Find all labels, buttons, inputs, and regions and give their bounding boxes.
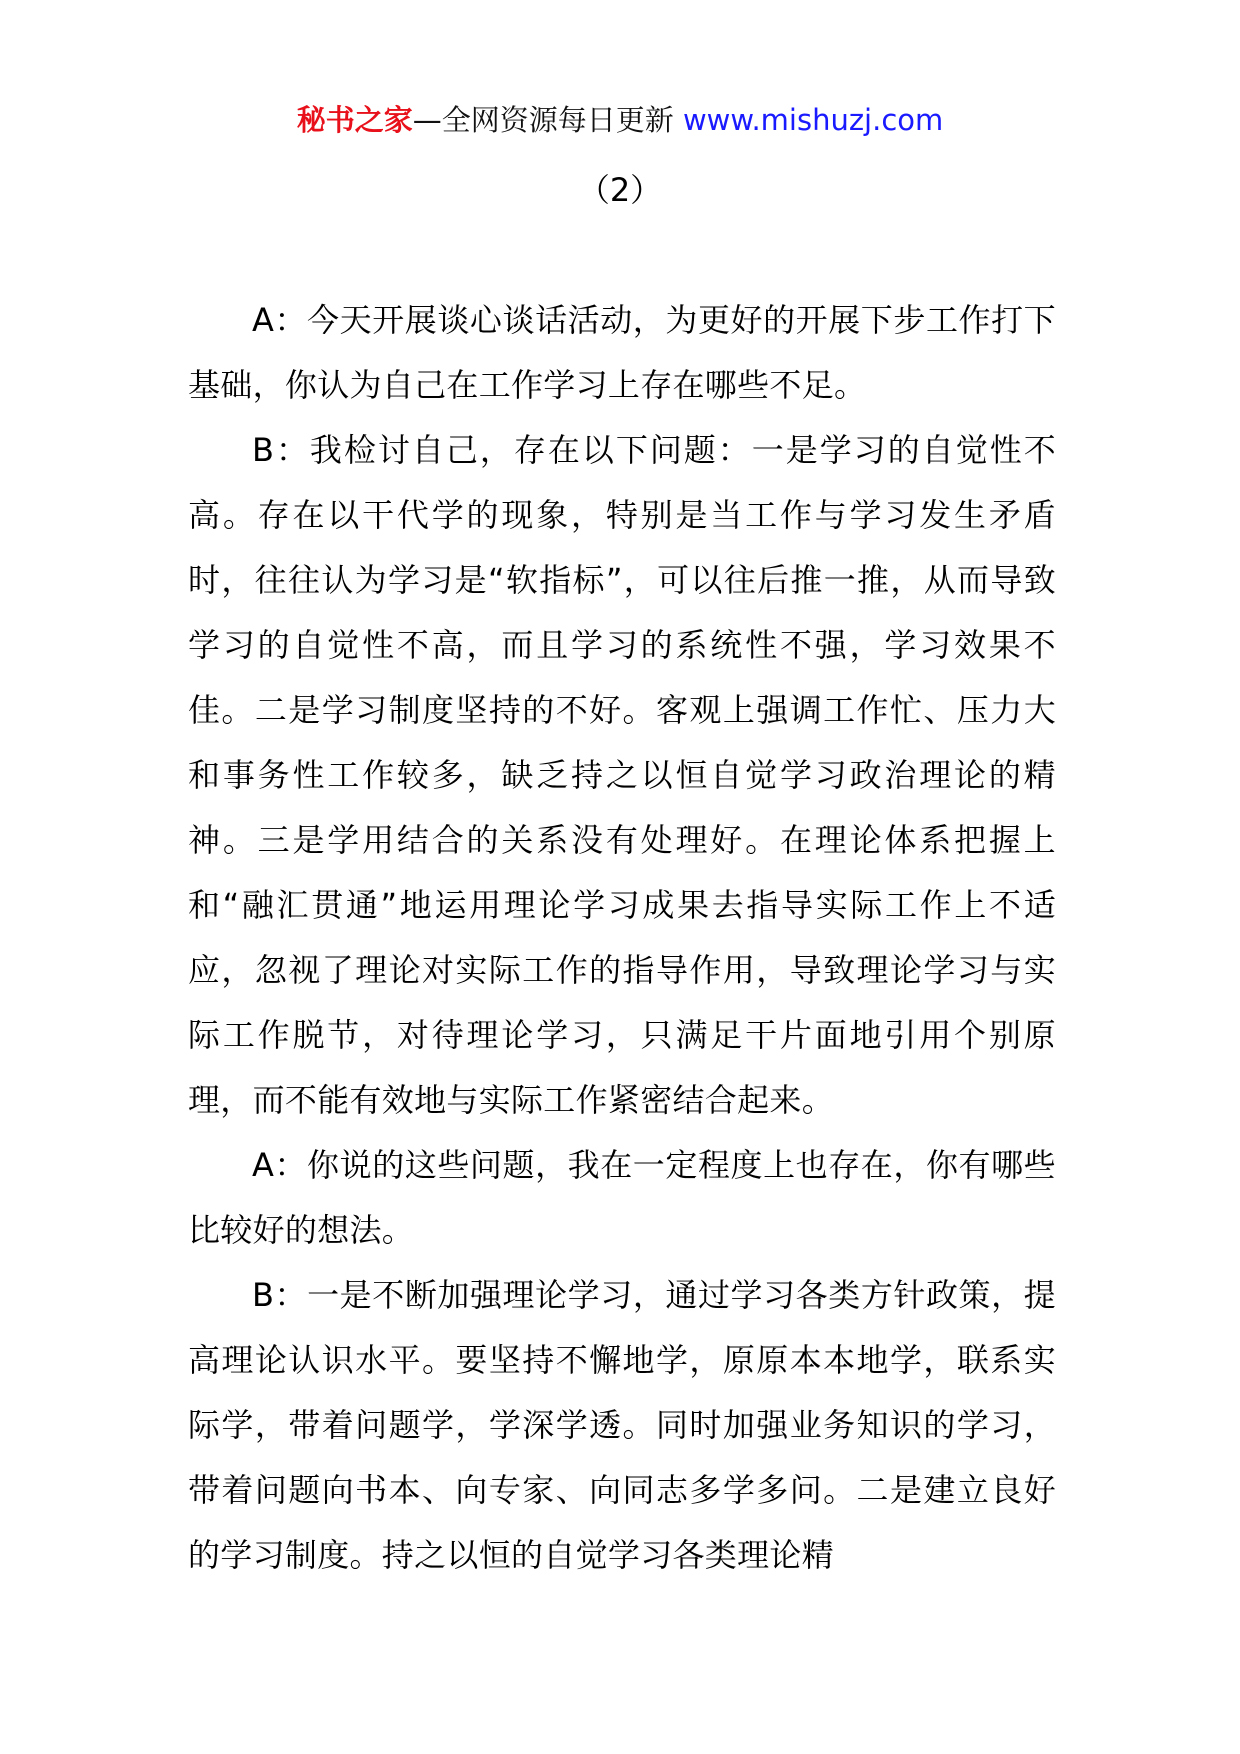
- site-url-link[interactable]: www.mishuzj.com: [682, 103, 944, 137]
- document-body: [188, 288, 1056, 1588]
- section-number: （2）: [577, 171, 663, 209]
- site-tagline: —全网资源每日更新: [412, 103, 683, 137]
- site-header: [0, 100, 1240, 140]
- paragraph: B：我检讨自己，存在以下问题：一是学习的自觉性不高。存在以干代学的现象，特别是当工作与学习发生矛盾时，往往认为学习是“软指标”，可以往后推一推，从而导致学习的自觉性不高，而且学习的系统性不强，学习效果不佳。二是学习制度坚持的不好。客观上强调工作忙、压力大和事务性工作较多，缺乏持之以恒自觉学习政治理论的精神。三是学用结合的关系没有处理好。在理论体系把握上和“融汇贯通”地运用理论学习成果去指导实际工作上不适应，忽视了理论对实际工作的指导作用，导致理论学习与实际工作脱节，对待理论学习，只满足干片面地引用个别原理，而不能有效地与实际工作紧密结合起来。: [188, 431, 1056, 1119]
- paragraph: B：一是不断加强理论学习，通过学习各类方针政策，提高理论认识水平。要坚持不懈地学，原原本本地学，联系实际学，带着问题学，学深学透。同时加强业务知识的学习，带着问题向书本、向专家、向同志多学多问。二是建立良好的学习制度。持之以恒的自觉学习各类理论精: [188, 1276, 1056, 1574]
- site-brand: 秘书之家: [296, 103, 413, 137]
- paragraph: A：今天开展谈心谈话活动，为更好的开展下步工作打下基础，你认为自己在工作学习上存在哪些不足。: [188, 301, 1056, 404]
- paragraph: A：你说的这些问题，我在一定程度上也存在，你有哪些比较好的想法。: [188, 1146, 1056, 1249]
